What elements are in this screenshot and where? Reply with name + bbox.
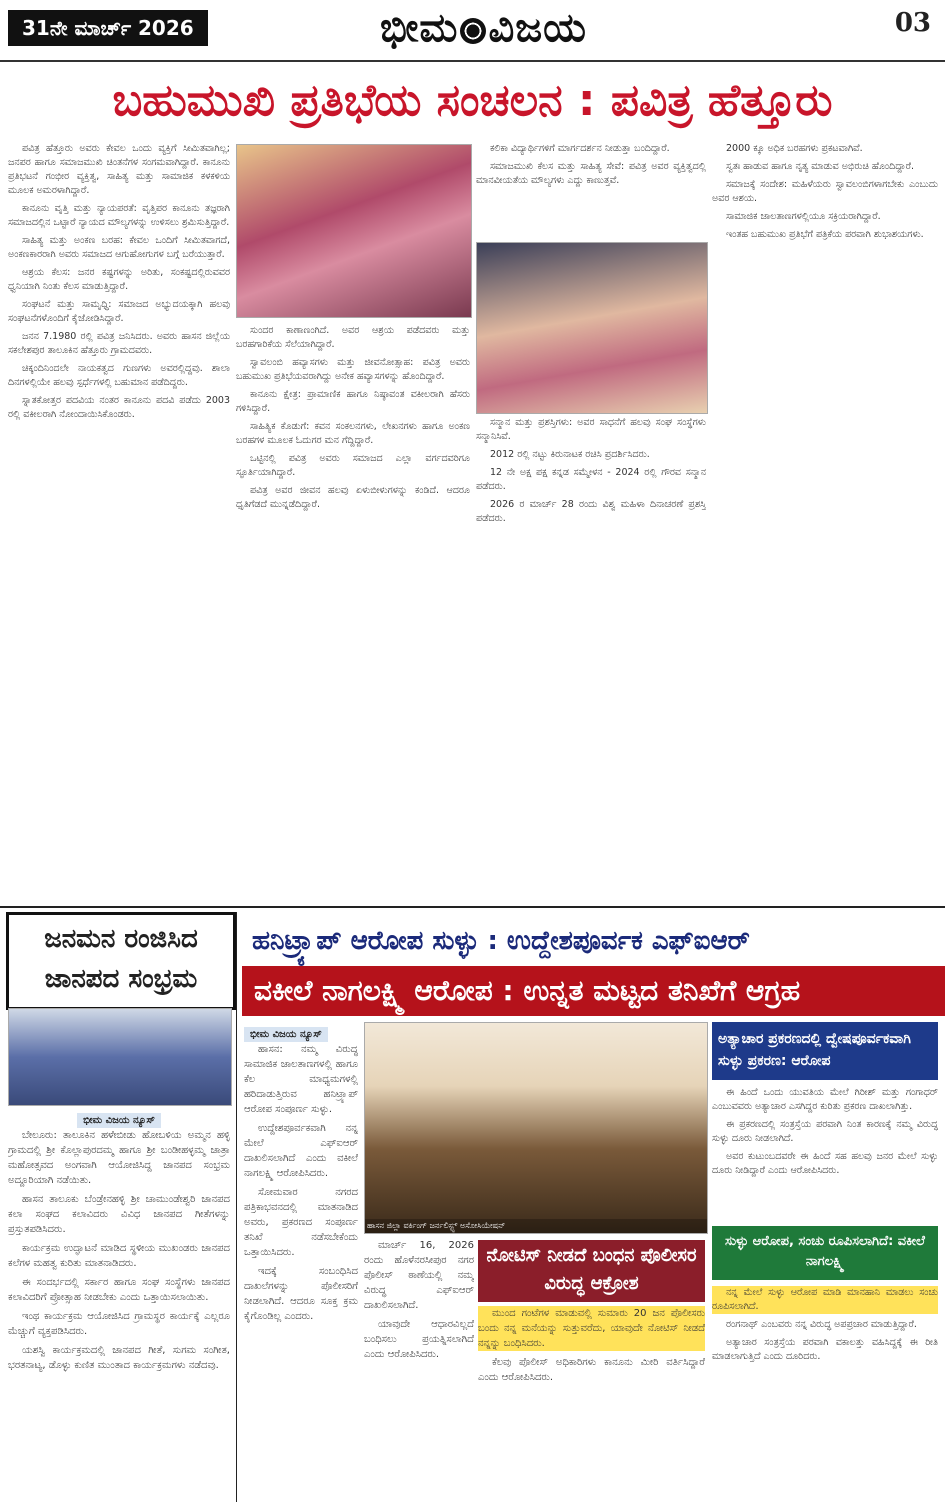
right-sub-body — [712, 1286, 938, 1500]
article-paragraph: ಕಾನೂನು ವೃತ್ತಿ ಮತ್ತು ನ್ಯಾಯಪರತೆ: ವೃತ್ತಿಪರ ಕಾನೂನು ತಜ್ಞರಾಗಿ ಸಮಾಜದಲ್ಲಿನ ಒಟ್ಟಾರೆ ನ್ಯಾಯದ ಮೌಲ್ಯಗಳನ್ನು ಉಳಿಸಲು ಶ್ರಮಿಸುತ್ತಿದ್ದಾರೆ. — [8, 203, 230, 228]
article-paragraph: ಸ್ವತಃ ಹಾಡುವ ಹಾಗೂ ನೃತ್ಯ ಮಾಡುವ ಅಭಿರುಚಿ ಹೊಂದಿದ್ದಾರೆ. — [726, 161, 915, 172]
article-paragraph: ಆಶ್ರಯ ಕೆಲಸ: ಜನರ ಕಷ್ಟಗಳನ್ನು ಅರಿತು, ಸಂಕಷ್ಟದಲ್ಲಿರುವವರ ಧ್ವನಿಯಾಗಿ ನಿಂತು ಕೆಲಸ ಮಾಡುತ್ತಿದ್ದಾರೆ. — [8, 267, 230, 292]
mid-paragraph: ಇದಕ್ಕೆ ಸಂಬಂಧಿಸಿದ ದಾಖಲೆಗಳನ್ನು ಪೊಲೀಸರಿಗೆ ನೀಡಲಾಗಿದೆ. ಆದರೂ ಸೂಕ್ತ ಕ್ರಮ ಕೈಗೊಂಡಿಲ್ಲ ಎಂದರು. — [244, 1266, 358, 1322]
right-sub-paragraph: ರಂಗನಾಥ್ ಎಂಬವರು ನನ್ನ ವಿರುದ್ಧ ಅಪಪ್ರಚಾರ ಮಾಡುತ್ತಿದ್ದಾರೆ. — [726, 1319, 917, 1330]
mid-story-col2 — [364, 1238, 474, 1500]
folk-event-photo — [8, 1008, 232, 1106]
folk-paragraph: ಬೇಲೂರು: ತಾಲೂಕಿನ ಹಳೇಬೀಡು ಹೋಬಳಿಯ ಅಮ್ಮನ ಹಳ್ಳಿ ಗ್ರಾಮದಲ್ಲಿ ಶ್ರೀ ಕೊಲ್ಲಾಪುರದಮ್ಮ ಹಾಗೂ ಶ್ರೀ ಬಂಡೀಹಳ್ಳಮ್ಮ ಜಾತ್ರಾ ಮಹೋತ್ಸವದ ಅಂಗವಾಗಿ ಆಯೋಜಿಸಿದ್ದ ಜಾನಪದ ಸಂಭ್ರಮ ಅದ್ದೂರಿಯಾಗಿ ನಡೆಯಿತು. — [8, 1130, 230, 1186]
article-paragraph: ಸ್ವಾವಲಂಬಿ ಹವ್ಯಾಸಗಳು ಮತ್ತು ಜೀವನೋತ್ಸಾಹ: ಪವಿತ್ರ ಅವರು ಬಹುಮುಖ ಪ್ರತಿಭೆಯವರಾಗಿದ್ದು ಅನೇಕ ಹವ್ಯಾಸಗಳನ್ನು ಹೊಂದಿದ್ದಾರೆ. — [236, 357, 470, 382]
article-paragraph: ಸಂಘಟನೆ ಮತ್ತು ಸಾಮೃಧ್ಧಿ: ಸಮಾಜದ ಅಭ್ಯುದಯಕ್ಕಾಗಿ ಹಲವು ಸಂಘಟನೆಗಳೊಂದಿಗೆ ಕೈಜೋಡಿಸಿದ್ದಾರೆ. — [8, 299, 230, 324]
article-paragraph: ಕಲಿಕಾ ವಿದ್ಯಾರ್ಥಿಗಳಿಗೆ ಮಾರ್ಗದರ್ಶನ ನೀಡುತ್ತಾ ಬಂದಿದ್ದಾರೆ. — [490, 143, 670, 154]
article-paragraph: ಸನ್ಮಾನ ಮತ್ತು ಪ್ರಶಸ್ತಿಗಳು: ಅವರ ಸಾಧನೆಗೆ ಹಲವು ಸಂಘ ಸಂಸ್ಥೆಗಳು ಸನ್ಮಾನಿಸಿವೆ. — [476, 417, 706, 442]
right-paragraph: ಅವರ ಕುಟುಂಬದವರೇ ಈ ಹಿಂದೆ ಸಹ ಹಲವು ಜನರ ಮೇಲೆ ಸುಳ್ಳು ದೂರು ನೀಡಿದ್ದಾರೆ ಎಂದು ಆರೋಪಿಸಿದರು. — [712, 1151, 938, 1176]
article-column-4 — [712, 142, 938, 902]
notice-box: ನೋಟಿಸ್ ನೀಡದೆ ಬಂಧನ ಪೊಲೀಸರ ವಿರುದ್ಧ ಆಕ್ರೋಶ — [478, 1240, 705, 1302]
article-paragraph: ಜನನ 7.1980 ರಲ್ಲಿ ಪವಿತ್ರ ಜನಿಸಿದರು. ಅವರು ಹಾಸನ ಜಿಲ್ಲೆಯ ಸಕಲೇಶಪುರ ತಾಲೂಕಿನ ಹೆತ್ತೂರು ಗ್ರಾಮದವರು. — [8, 331, 230, 356]
event-photo-1 — [236, 144, 472, 318]
right-paragraph: ಈ ಹಿಂದೆ ಒಂದು ಯುವತಿಯ ಮೇಲೆ ಗಿರೀಶ್ ಮತ್ತು ಗಂಗಾಧರ್ ಎಂಬುವವರು ಅತ್ಯಾಚಾರ ಎಸಗಿದ್ದರ ಕುರಿತು ಪ್ರಕರಣ ದಾಖಲಾಗಿತ್ತು. — [712, 1087, 938, 1112]
folk-byline-wrap — [8, 1108, 230, 1128]
article-paragraph: ಸಮಾಜಕ್ಕೆ ಸಂದೇಶ: ಮಹಿಳೆಯರು ಸ್ವಾವಲಂಬಿಗಳಾಗಬೇಕು ಎಂಬುದು ಅವರ ಆಶಯ. — [712, 179, 938, 204]
mid-byline-wrap — [244, 1022, 328, 1042]
press-meet-photo — [364, 1022, 708, 1234]
folk-paragraph: ಹಾಸನ ತಾಲೂಕು ಬೆಂಡ್ರೇನಹಳ್ಳಿ ಶ್ರೀ ಚಾಮುಂಡೇಶ್ವರಿ ಜಾನಪದ ಕಲಾ ಸಂಘದ ಕಲಾವಿದರು ವಿವಿಧ ಜಾನಪದ ಗೀತೆಗಳನ್ನು ಪ್ರಸ್ತುತಪಡಿಸಿದರು. — [8, 1194, 230, 1235]
mid-paragraph: ಯಾವುದೇ ಆಧಾರವಿಲ್ಲದೆ ಬಂಧಿಸಲು ಪ್ರಯತ್ನಿಸಲಾಗಿದೆ ಎಂದು ಆರೋಪಿಸಿದರು. — [364, 1319, 474, 1360]
mid-paragraph: ಸೋಮವಾರ ನಗರದ ಪತ್ರಿಕಾಭವನದಲ್ಲಿ ಮಾತನಾಡಿದ ಅವರು, ಪ್ರಕರಣದ ಸಂಪೂರ್ಣ ತನಿಖೆ ನಡೆಸಬೇಕೆಂದು ಒತ್ತಾಯಿಸಿದರು. — [244, 1187, 358, 1258]
newspaper-name-left: ಭೀಮ — [380, 4, 459, 51]
masthead — [0, 0, 945, 62]
press-banner-text: ಹಾಸನ ಜಿಲ್ಲಾ ವರ್ಕಿಂಗ್ ಜರ್ನಲಿಸ್ಟ್ಸ್ ಅಸೋಸಿಯೇಷನ್ — [365, 1219, 707, 1233]
article-paragraph: 12 ನೇ ಅಕ್ಷ ಪಕ್ಷ ಕನ್ನಡ ಸಮ್ಮೇಳನ - 2024 ರಲ್ಲಿ ಗೌರವ ಸನ್ಮಾನ ಪಡೆದರು. — [476, 467, 706, 492]
right-sub-title: ಸುಳ್ಳು ಆರೋಪ, ಸಂಚು ರೂಪಿಸಲಾಗಿದೆ: ವಕೀಲೆ ನಾಗಲಕ್ಷ್ಮಿ — [712, 1226, 938, 1280]
newspaper-name-right: ವಿಜಯ — [488, 4, 587, 51]
article-paragraph: ಚಿಕ್ಕಂದಿನಿಂದಲೇ ನಾಯಕತ್ವದ ಗುಣಗಳು ಅವರಲ್ಲಿದ್ದವು. ಶಾಲಾ ದಿನಗಳಲ್ಲಿಯೇ ಹಲವು ಸ್ಪರ್ಧೆಗಳಲ್ಲಿ ಬಹುಮಾನ ಪಡೆದಿದ್ದರು. — [8, 363, 230, 388]
right-sub-highlight: ನನ್ನ ಮೇಲೆ ಸುಳ್ಳು ಆರೋಪ ಮಾಡಿ ಮಾನಹಾನಿ ಮಾಡಲು ಸಂಚು ರೂಪಿಸಲಾಗಿದೆ. — [712, 1287, 938, 1312]
right-paragraph: ಈ ಪ್ರಕರಣದಲ್ಲಿ ಸಂತ್ರಸ್ತೆಯ ಪರವಾಗಿ ನಿಂತ ಕಾರಣಕ್ಕೆ ನಮ್ಮ ವಿರುದ್ಧ ಸುಳ್ಳು ದೂರು ನೀಡಲಾಗಿದೆ. — [712, 1119, 938, 1144]
article-paragraph: ಇಂತಹ ಬಹುಮುಖ ಪ್ರತಿಭೆಗೆ ಪತ್ರಿಕೆಯ ಪರವಾಗಿ ಶುಭಾಶಯಗಳು. — [726, 229, 924, 240]
right-sub-paragraph: ಅತ್ಯಾಚಾರ ಸಂತ್ರಸ್ತೆಯ ಪರವಾಗಿ ವಕಾಲತ್ತು ವಹಿಸಿದ್ದಕ್ಕೆ ಈ ರೀತಿ ಮಾಡಲಾಗುತ್ತಿದೆ ಎಂದು ದೂರಿದರು. — [712, 1337, 938, 1362]
event-photo-2 — [476, 242, 708, 414]
article-paragraph: ಪವಿತ್ರ ಹೆತ್ತೂರು ಅವರು ಕೇವಲ ಒಂದು ವ್ಯಕ್ತಿಗೆ ಸೀಮಿತವಾಗಿಲ್ಲ; ಜನಪರ ಹಾಗೂ ಸಮಾಜಮುಖಿ ಚಿಂತನೆಗಳ ಸಂಗಮವಾಗಿದ್ದಾರೆ. ಕಾನೂನು ಪ್ರತಿಭಟನೆ ಗಂಭೀರ ವ್ಯಕ್ತಿತ್ವ, ಸಾಹಿತ್ಯ ಮತ್ತು ಸಾಮಾಜಿಕ ಕಳಕಳಿಯ ಮೂಲಕ ಅಮರಳಾಗಿದ್ದಾರೆ. — [8, 143, 230, 196]
column-divider — [236, 912, 237, 1502]
article-paragraph: 2012 ರಲ್ಲಿ ನಟ್ಟು ಕಿರುನಾಟಕ ರಚಿಸಿ ಪ್ರದರ್ಶಿಸಿದರು. — [490, 449, 650, 460]
article-paragraph: ಸ್ನಾತಕೋತ್ತರ ಪದವಿಯ ನಂತರ ಕಾನೂನು ಪದವಿ ಪಡೆದು 2003 ರಲ್ಲಿ ವಕೀಲರಾಗಿ ನೋಂದಾಯಿಸಿಕೊಂಡರು. — [8, 395, 230, 420]
right-story-title: ಅತ್ಯಾಚಾರ ಪ್ರಕರಣದಲ್ಲಿ ದ್ವೇಷಪೂರ್ವಕವಾಗಿ ಸುಳ್ಳು ಪ್ರಕರಣ: ಆರೋಪ — [712, 1022, 938, 1080]
article-paragraph: ಸಮಾಜಮುಖಿ ಕೆಲಸ ಮತ್ತು ಸಾಹಿತ್ಯ ಸೇವೆ: ಪವಿತ್ರ ಅವರ ವ್ಯಕ್ತಿತ್ವದಲ್ಲಿ ಮಾನವೀಯತೆಯ ಮೌಲ್ಯಗಳು ಎದ್ದು ಕಾಣುತ್ತವೆ. — [476, 161, 706, 186]
mid-story-col1 — [244, 1042, 358, 1500]
folk-byline: ಭೀಮ ವಿಜಯ ನ್ಯೂಸ್ — [77, 1113, 161, 1128]
mid-paragraph: ಹಾಸನ: ನಮ್ಮ ವಿರುದ್ಧ ಸಾಮಾಜಿಕ ಜಾಲತಾಣಗಳಲ್ಲಿ ಹಾಗೂ ಕೆಲ ಮಾಧ್ಯಮಗಳಲ್ಲಿ ಹರಿದಾಡುತ್ತಿರುವ ಹನಿಟ್ರ್ಯಾಪ್ ಆರೋಪ ಸಂಪೂರ್ಣ ಸುಳ್ಳು. — [244, 1044, 358, 1115]
article-paragraph: ಸಾಹಿತ್ಯ ಮತ್ತು ಅಂಕಣ ಬರಹ: ಕೇವಲ ಒಂದಿಗೆ ಸೀಮಿತವಾಗದೆ, ಅಂಕಣಕಾರರಾಗಿ ಅವರು ಸಮಾಜದ ಆಗುಹೋಗುಗಳ ಬಗ್ಗೆ ಬರೆಯುತ್ತಾರೆ. — [8, 235, 230, 260]
main-headline: ಬಹುಮುಖಿ ಪ್ರತಿಭೆಯ ಸಂಚಲನ : ಪವಿತ್ರ ಹೆತ್ತೂರು — [112, 75, 833, 126]
mid-byline: ಭೀಮ ವಿಜಯ ನ್ಯೂಸ್ — [244, 1027, 328, 1042]
article-paragraph: ಸುಂದರ ಕಾಣಾಣಂಗಿದೆ. ಅವರ ಆಶ್ರಯ ಪಡೆದವರು ಮತ್ತು ಬರಹಗಾರಿಕೆಯ ಸೆಲೆಯಾಗಿದ್ದಾರೆ. — [236, 325, 470, 350]
article-column-2 — [236, 324, 470, 902]
notice-paragraph: ಕೆಲವು ಪೊಲೀಸ್ ಅಧಿಕಾರಿಗಳು ಕಾನೂನು ಮೀರಿ ವರ್ತಿಸಿದ್ದಾರೆ ಎಂದು ಆರೋಪಿಸಿದರು. — [478, 1357, 705, 1383]
article-paragraph: ಒಟ್ಟಿನಲ್ಲಿ ಪವಿತ್ರ ಅವರು ಸಮಾಜದ ಎಲ್ಲಾ ವರ್ಗದವರಿಗೂ ಸ್ಫೂರ್ತಿಯಾಗಿದ್ದಾರೆ. — [236, 453, 470, 478]
lawyer-banner: ವಕೀಲೆ ನಾಗಲಕ್ಷ್ಮಿ ಆರೋಪ : ಉನ್ನತ ಮಟ್ಟದ ತನಿಖೆಗೆ ಆಗ್ರಹ — [242, 966, 945, 1016]
folk-story-title: ಜನಮನ ರಂಜಿಸಿದ ಜಾನಪದ ಸಂಭ್ರಮ — [6, 912, 236, 1010]
article-paragraph: ಕಾನೂನು ಕ್ಷೇತ್ರ: ಪ್ರಾಮಾಣಿಕ ಹಾಗೂ ನಿಷ್ಠಾವಂತ ವಕೀಲರಾಗಿ ಹೆಸರು ಗಳಿಸಿದ್ದಾರೆ. — [236, 389, 470, 414]
article-column-3 — [476, 142, 706, 238]
article-paragraph: ಸಾಹಿತ್ಯಿಕ ಕೊಡುಗೆ: ಕವನ ಸಂಕಲನಗಳು, ಲೇಖನಗಳು ಹಾಗೂ ಅಂಕಣ ಬರಹಗಳ ಮೂಲಕ ಓದುಗರ ಮನ ಗೆದ್ದಿದ್ದಾರೆ. — [236, 421, 470, 446]
folk-paragraph: ಈ ಸಂದರ್ಭದಲ್ಲಿ ಸರ್ಕಾರ ಹಾಗೂ ಸಂಘ ಸಂಸ್ಥೆಗಳು ಜಾನಪದ ಕಲಾವಿದರಿಗೆ ಪ್ರೋತ್ಸಾಹ ನೀಡಬೇಕು ಎಂದು ಒತ್ತಾಯಿಸಲಾಯಿತು. — [8, 1277, 230, 1303]
page-number: 03 — [894, 8, 931, 38]
right-story-body — [712, 1086, 938, 1220]
honeytrap-banner: ಹನಿಟ್ರ್ಯಾಪ್ ಆರೋಪ ಸುಳ್ಳು : ಉದ್ದೇಶಪೂರ್ವಕ ಎಫ್‌ಐಆರ್ — [242, 918, 945, 964]
mid-paragraph: ಮಾರ್ಚ್ 16, 2026 ರಂದು ಹೊಳೆನರಸೀಪುರ ನಗರ ಪೊಲೀಸ್ ಠಾಣೆಯಲ್ಲಿ ನಮ್ಮ ವಿರುದ್ಧ ಎಫ್‌ಐಆರ್ ದಾಖಲಿಸಲಾಗಿದೆ. — [364, 1240, 474, 1311]
notice-text — [478, 1306, 705, 1500]
folk-paragraph: ಇಂಥ ಕಾರ್ಯಕ್ರಮ ಆಯೋಜಿಸಿದ ಗ್ರಾಮಸ್ಥರ ಕಾರ್ಯಕ್ಕೆ ಎಲ್ಲರೂ ಮೆಚ್ಚುಗೆ ವ್ಯಕ್ತಪಡಿಸಿದರು. — [8, 1311, 230, 1337]
folk-paragraph: ಕಾರ್ಯಕ್ರಮ ಉದ್ಘಾಟನೆ ಮಾಡಿದ ಸ್ಥಳೀಯ ಮುಖಂಡರು ಜಾನಪದ ಕಲೆಗಳ ಮಹತ್ವ ಕುರಿತು ಮಾತನಾಡಿದರು. — [8, 1243, 230, 1269]
mid-paragraph: ಉದ್ದೇಶಪೂರ್ವಕವಾಗಿ ನನ್ನ ಮೇಲೆ ಎಫ್‌ಐಆರ್ ದಾಖಲಿಸಲಾಗಿದೆ ಎಂದು ವಕೀಲೆ ನಾಗಲಕ್ಷ್ಮಿ ಆರೋಪಿಸಿದರು. — [244, 1123, 358, 1179]
article-paragraph: 2026 ರ ಮಾರ್ಚ್ 28 ರಂದು ವಿಶ್ವ ಮಹಿಳಾ ದಿನಾಚರಣೆ ಪ್ರಶಸ್ತಿ ಪಡೆದರು. — [476, 499, 706, 524]
folk-paragraph: ಯಶಸ್ವಿ ಕಾರ್ಯಕ್ರಮದಲ್ಲಿ ಜಾನಪದ ಗೀತೆ, ಸುಗಮ ಸಂಗೀತ, ಭರತನಾಟ್ಯ, ಡೊಳ್ಳು ಕುಣಿತ ಮುಂತಾದ ಕಾರ್ಯಕ್ರಮಗಳು ನಡೆದವು. — [8, 1345, 230, 1371]
article-paragraph: 2000 ಕ್ಕೂ ಅಧಿಕ ಬರಹಗಳು ಪ್ರಕಟವಾಗಿವೆ. — [726, 143, 863, 154]
article-column-1 — [8, 142, 230, 902]
folk-story-body — [8, 1128, 230, 1498]
article-column-3b — [476, 416, 706, 902]
issue-date: 31ನೇ ಮಾರ್ಚ್ 2026 — [8, 10, 208, 46]
article-paragraph: ಸಾಮಾಜಿಕ ಜಾಲತಾಣಗಳಲ್ಲಿಯೂ ಸಕ್ರಿಯರಾಗಿದ್ದಾರೆ. — [726, 211, 881, 222]
newspaper-name — [380, 4, 587, 51]
article-paragraph: ಪವಿತ್ರ ಅವರ ಜೀವನ ಹಲವು ಏಳುಬೀಳುಗಳನ್ನು ಕಂಡಿದೆ. ಆದರೂ ಧೃತಿಗೆಡದೆ ಮುನ್ನಡೆದಿದ್ದಾರೆ. — [236, 485, 470, 510]
sun-emblem-icon — [460, 18, 486, 44]
section-divider — [0, 906, 945, 908]
notice-highlight: ಮುಂದ ಗಂಟೆಗಳ ಮಾಡುವಲ್ಲಿ ಸುಮಾರು 20 ಜನ ಪೊಲೀಸರು ಬಂದು ನನ್ನ ಮನೆಯನ್ನು ಸುತ್ತುವರೆದು, ಯಾವುದೇ ನೋಟಿಸ್ ನೀಡದೆ ನನ್ನನ್ನು ಬಂಧಿಸಿದರು. — [478, 1308, 705, 1349]
